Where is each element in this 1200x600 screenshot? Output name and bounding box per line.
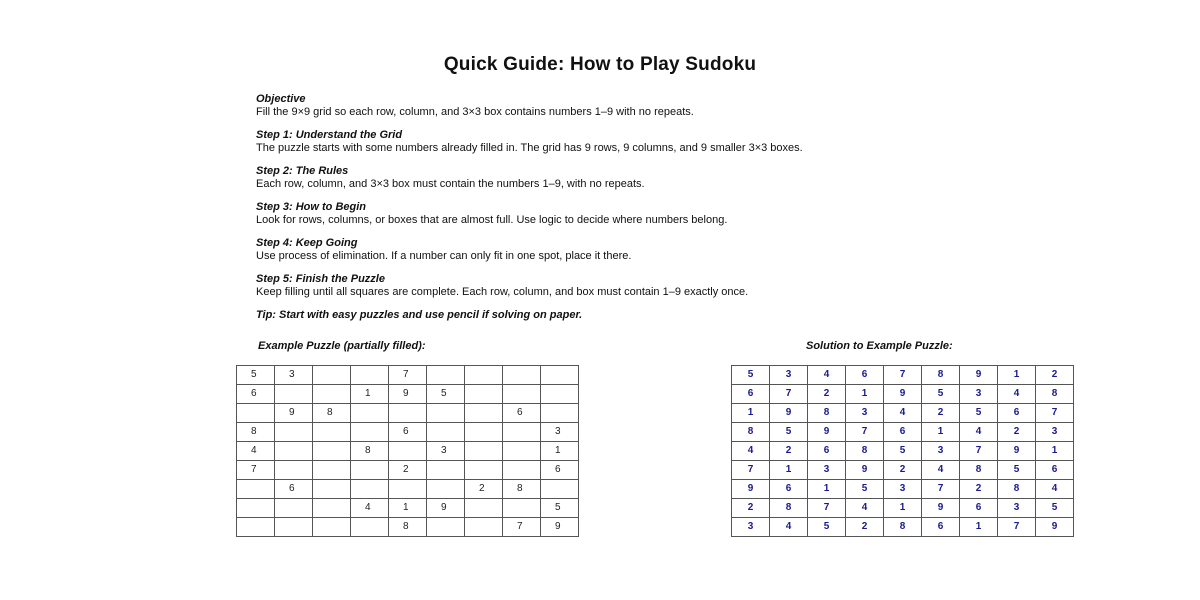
- page-title: Quick Guide: How to Play Sudoku: [443, 54, 757, 75]
- puzzle-cell: [389, 480, 427, 499]
- solution-cell: 8: [1036, 385, 1074, 404]
- guide-content: [256, 94, 946, 321]
- puzzle-cell: 9: [275, 404, 313, 423]
- solution-cell: 1: [846, 385, 884, 404]
- section-heading: Step 1: Understand the Grid: [256, 129, 403, 141]
- section-step-4: [256, 238, 946, 261]
- solution-cell: 2: [960, 480, 998, 499]
- puzzle-cell: [465, 423, 503, 442]
- solution-cell: 6: [998, 404, 1036, 423]
- solution-cell: 8: [808, 404, 846, 423]
- solution-cell: 6: [770, 480, 808, 499]
- puzzle-cell: [275, 385, 313, 404]
- puzzle-cell: [313, 385, 351, 404]
- puzzle-cell: [351, 423, 389, 442]
- puzzle-cell: 8: [351, 442, 389, 461]
- puzzle-cell: 6: [503, 404, 541, 423]
- puzzle-cell: [313, 423, 351, 442]
- solution-cell: 7: [732, 461, 770, 480]
- puzzle-cell: [465, 499, 503, 518]
- solution-cell: 2: [808, 385, 846, 404]
- section-step-1: [256, 130, 946, 153]
- section-step-2: [256, 166, 946, 189]
- puzzle-cell: [313, 499, 351, 518]
- puzzle-cell: 5: [541, 499, 579, 518]
- solution-cell: 9: [998, 442, 1036, 461]
- puzzle-cell: [237, 499, 275, 518]
- solution-cell: 4: [884, 404, 922, 423]
- puzzle-cell: 7: [237, 461, 275, 480]
- solution-cell: 1: [732, 404, 770, 423]
- puzzle-cell: 1: [351, 385, 389, 404]
- puzzle-cell: [503, 442, 541, 461]
- puzzle-cell: [237, 518, 275, 537]
- puzzle-cell: 7: [503, 518, 541, 537]
- puzzle-cell: 7: [389, 366, 427, 385]
- puzzle-cell: [389, 442, 427, 461]
- solution-cell: 5: [732, 366, 770, 385]
- solution-cell: 9: [922, 499, 960, 518]
- solution-cell: 8: [846, 442, 884, 461]
- puzzle-cell: [351, 518, 389, 537]
- puzzle-cell: [465, 385, 503, 404]
- puzzle-cell: 8: [389, 518, 427, 537]
- solution-cell: 3: [960, 385, 998, 404]
- solution-cell: 9: [960, 366, 998, 385]
- puzzle-cell: [351, 404, 389, 423]
- solution-cell: 9: [732, 480, 770, 499]
- puzzle-cell: [427, 423, 465, 442]
- solution-caption: Solution to Example Puzzle:: [806, 340, 953, 352]
- puzzle-cell: [237, 404, 275, 423]
- solution-cell: 6: [922, 518, 960, 537]
- puzzle-cell: [237, 480, 275, 499]
- solution-cell: 5: [1036, 499, 1074, 518]
- puzzle-cell: [541, 385, 579, 404]
- puzzle-cell: [427, 480, 465, 499]
- puzzle-cell: [427, 366, 465, 385]
- solution-cell: 7: [960, 442, 998, 461]
- puzzle-cell: [465, 518, 503, 537]
- puzzle-cell: [275, 461, 313, 480]
- puzzle-cell: [351, 480, 389, 499]
- solution-cell: 7: [808, 499, 846, 518]
- solution-cell: 8: [884, 518, 922, 537]
- section-body: Each row, column, and 3×3 box must contain the numbers 1–9, with no repeats.: [256, 178, 645, 190]
- section-step-3: [256, 202, 946, 225]
- solution-cell: 6: [960, 499, 998, 518]
- puzzle-cell: 6: [237, 385, 275, 404]
- solution-cell: 1: [884, 499, 922, 518]
- solution-cell: 1: [998, 366, 1036, 385]
- puzzle-cell: [541, 404, 579, 423]
- solution-cell: 5: [884, 442, 922, 461]
- puzzle-cell: [465, 366, 503, 385]
- solution-cell: 1: [922, 423, 960, 442]
- solution-cell: 9: [770, 404, 808, 423]
- puzzle-cell: [313, 366, 351, 385]
- puzzle-cell: [465, 461, 503, 480]
- puzzle-cell: [503, 461, 541, 480]
- puzzle-cell: [351, 461, 389, 480]
- solution-cell: 3: [998, 499, 1036, 518]
- solution-cell: 4: [846, 499, 884, 518]
- solution-cell: 7: [922, 480, 960, 499]
- section-body: The puzzle starts with some numbers already filled in. The grid has 9 rows, 9 columns, and 9 smaller 3×3 boxes.: [256, 142, 803, 154]
- solution-cell: 5: [770, 423, 808, 442]
- puzzle-cell: 8: [503, 480, 541, 499]
- solution-grid: [731, 365, 1074, 537]
- puzzle-cell: 8: [237, 423, 275, 442]
- section-heading: Step 3: How to Begin: [256, 201, 366, 213]
- section-heading: Objective: [256, 93, 306, 105]
- puzzle-cell: 9: [427, 499, 465, 518]
- solution-cell: 6: [1036, 461, 1074, 480]
- section-heading: Step 4: Keep Going: [256, 237, 358, 249]
- solution-cell: 2: [1036, 366, 1074, 385]
- solution-cell: 3: [808, 461, 846, 480]
- solution-cell: 3: [770, 366, 808, 385]
- puzzle-cell: [313, 480, 351, 499]
- solution-cell: 1: [1036, 442, 1074, 461]
- solution-cell: 2: [884, 461, 922, 480]
- puzzle-cell: 1: [541, 442, 579, 461]
- solution-cell: 7: [998, 518, 1036, 537]
- puzzle-cell: [275, 499, 313, 518]
- solution-cell: 6: [846, 366, 884, 385]
- solution-cell: 8: [732, 423, 770, 442]
- puzzle-cell: 9: [541, 518, 579, 537]
- puzzle-cell: 2: [465, 480, 503, 499]
- solution-cell: 8: [960, 461, 998, 480]
- solution-cell: 4: [998, 385, 1036, 404]
- solution-cell: 4: [960, 423, 998, 442]
- puzzle-cell: 1: [389, 499, 427, 518]
- puzzle-cell: 3: [427, 442, 465, 461]
- puzzle-cell: [465, 442, 503, 461]
- puzzle-cell: [313, 442, 351, 461]
- solution-cell: 3: [732, 518, 770, 537]
- section-body: Look for rows, columns, or boxes that are almost full. Use logic to decide where numbers belong.: [256, 214, 728, 226]
- section-body: Use process of elimination. If a number can only fit in one spot, place it there.: [256, 250, 632, 262]
- section-step-5: [256, 274, 946, 297]
- solution-cell: 2: [732, 499, 770, 518]
- solution-cell: 6: [808, 442, 846, 461]
- section-heading: Step 5: Finish the Puzzle: [256, 273, 385, 285]
- puzzle-cell: [313, 518, 351, 537]
- solution-cell: 4: [922, 461, 960, 480]
- puzzle-cell: [503, 385, 541, 404]
- solution-cell: 1: [960, 518, 998, 537]
- section-heading: Step 2: The Rules: [256, 165, 349, 177]
- puzzle-cell: 5: [237, 366, 275, 385]
- puzzle-cell: 4: [237, 442, 275, 461]
- puzzle-cell: [275, 442, 313, 461]
- puzzle-cell: [427, 461, 465, 480]
- section-objective: [256, 94, 946, 117]
- solution-cell: 2: [770, 442, 808, 461]
- puzzle-cell: [427, 518, 465, 537]
- solution-cell: 4: [770, 518, 808, 537]
- solution-cell: 6: [732, 385, 770, 404]
- puzzle-cell: [465, 404, 503, 423]
- section-body: Fill the 9×9 grid so each row, column, and 3×3 box contains numbers 1–9 with no repeats.: [256, 106, 694, 118]
- solution-cell: 1: [770, 461, 808, 480]
- solution-cell: 5: [808, 518, 846, 537]
- solution-cell: 8: [770, 499, 808, 518]
- puzzle-cell: 6: [275, 480, 313, 499]
- puzzle-cell: [503, 499, 541, 518]
- solution-cell: 9: [1036, 518, 1074, 537]
- solution-cell: 8: [922, 366, 960, 385]
- puzzle-cell: [427, 404, 465, 423]
- puzzle-grid: [236, 365, 579, 537]
- solution-cell: 2: [998, 423, 1036, 442]
- solution-cell: 6: [884, 423, 922, 442]
- puzzle-cell: [541, 480, 579, 499]
- solution-cell: 9: [884, 385, 922, 404]
- solution-cell: 8: [998, 480, 1036, 499]
- solution-cell: 7: [770, 385, 808, 404]
- solution-cell: 4: [808, 366, 846, 385]
- puzzle-cell: 3: [275, 366, 313, 385]
- puzzle-cell: 9: [389, 385, 427, 404]
- solution-cell: 3: [884, 480, 922, 499]
- puzzle-cell: [541, 366, 579, 385]
- puzzle-cell: [503, 423, 541, 442]
- puzzle-cell: [275, 518, 313, 537]
- puzzle-cell: [275, 423, 313, 442]
- puzzle-cell: 6: [541, 461, 579, 480]
- solution-cell: 9: [808, 423, 846, 442]
- puzzle-caption: Example Puzzle (partially filled):: [258, 340, 426, 352]
- puzzle-cell: [313, 461, 351, 480]
- solution-cell: 1: [808, 480, 846, 499]
- puzzle-cell: [389, 404, 427, 423]
- section-body: Keep filling until all squares are complete. Each row, column, and box must contain 1–9 exactly once.: [256, 286, 749, 298]
- solution-cell: 3: [846, 404, 884, 423]
- puzzle-cell: 4: [351, 499, 389, 518]
- puzzle-cell: [503, 366, 541, 385]
- puzzle-cell: 2: [389, 461, 427, 480]
- solution-cell: 7: [846, 423, 884, 442]
- solution-cell: 7: [1036, 404, 1074, 423]
- puzzle-cell: 8: [313, 404, 351, 423]
- solution-cell: 5: [846, 480, 884, 499]
- solution-cell: 5: [998, 461, 1036, 480]
- puzzle-cell: 6: [389, 423, 427, 442]
- puzzle-cell: 5: [427, 385, 465, 404]
- tip-text: Tip: Start with easy puzzles and use pencil if solving on paper.: [256, 309, 583, 321]
- puzzle-cell: [351, 366, 389, 385]
- solution-cell: 3: [922, 442, 960, 461]
- solution-cell: 2: [846, 518, 884, 537]
- solution-cell: 4: [1036, 480, 1074, 499]
- solution-cell: 3: [1036, 423, 1074, 442]
- solution-cell: 9: [846, 461, 884, 480]
- solution-cell: 7: [884, 366, 922, 385]
- solution-cell: 2: [922, 404, 960, 423]
- solution-cell: 5: [960, 404, 998, 423]
- puzzle-cell: 3: [541, 423, 579, 442]
- solution-cell: 4: [732, 442, 770, 461]
- solution-cell: 5: [922, 385, 960, 404]
